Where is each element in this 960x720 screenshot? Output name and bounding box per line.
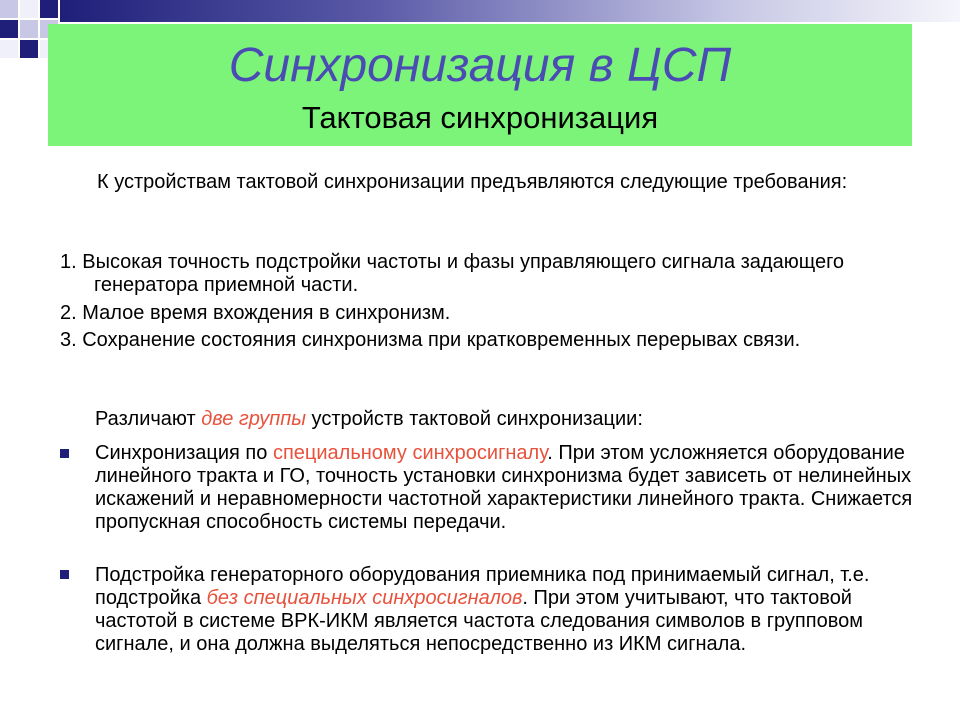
bullet-item [95, 564, 915, 656]
bullet-text-after: . При этом усложняется оборудование линейного тракта и ГО, точность установки синхронизма будет зависеть от нелинейных искажений и неравномерности частотной характеристики линейного тракта. Снижается пропускная способность системы передачи. [95, 442, 913, 533]
bullet-highlight: без специальных синхросигналов [206, 587, 523, 609]
groups-intro [95, 408, 895, 431]
corner-square [40, 0, 58, 18]
slide-title: Синхронизация в ЦСП [228, 39, 732, 92]
bullet-text-after: . При этом учитывают, что тактовой частотой в системе ВРК-ИКМ является частота следования символов в групповом сигнале, и она должна выделяться непосредственно из ИКМ сигнала. [95, 587, 863, 655]
top-gradient-band [60, 0, 960, 22]
requirement-item: 2. Малое время вхождения в синхронизм. [60, 302, 451, 324]
groups-intro-before: Различают [95, 408, 202, 430]
requirement-item: 3. Сохранение состояния синхронизма при кратковременных перерывах связи. [60, 329, 801, 351]
intro-paragraph: К устройствам тактовой синхронизации предъявляются следующие требования: [97, 171, 848, 193]
corner-square [0, 40, 18, 58]
title-banner [48, 24, 912, 146]
corner-square [20, 20, 38, 38]
requirement-item: 1. Высокая точность подстройки частоты и фазы управляющего сигнала задающего генератора приемной части. [60, 251, 845, 296]
slide-subtitle: Тактовая синхронизация [301, 100, 659, 135]
bullet-text-before: Подстройка генераторного оборудования приемника под принимаемый сигнал, т.е. подстройка [95, 564, 870, 609]
groups-highlight: две группы [201, 408, 306, 430]
corner-square [0, 20, 18, 38]
square-bullet-icon [60, 570, 69, 579]
bullet-item [95, 442, 915, 534]
groups-intro-after: устройств тактовой синхронизации: [305, 408, 643, 430]
bullet-highlight: специальному синхросигналу [272, 442, 548, 464]
corner-square [20, 40, 38, 58]
corner-square [0, 0, 18, 18]
square-bullet-icon [60, 449, 69, 458]
corner-square [20, 0, 38, 18]
bullet-text-before: Синхронизация по [95, 442, 273, 464]
